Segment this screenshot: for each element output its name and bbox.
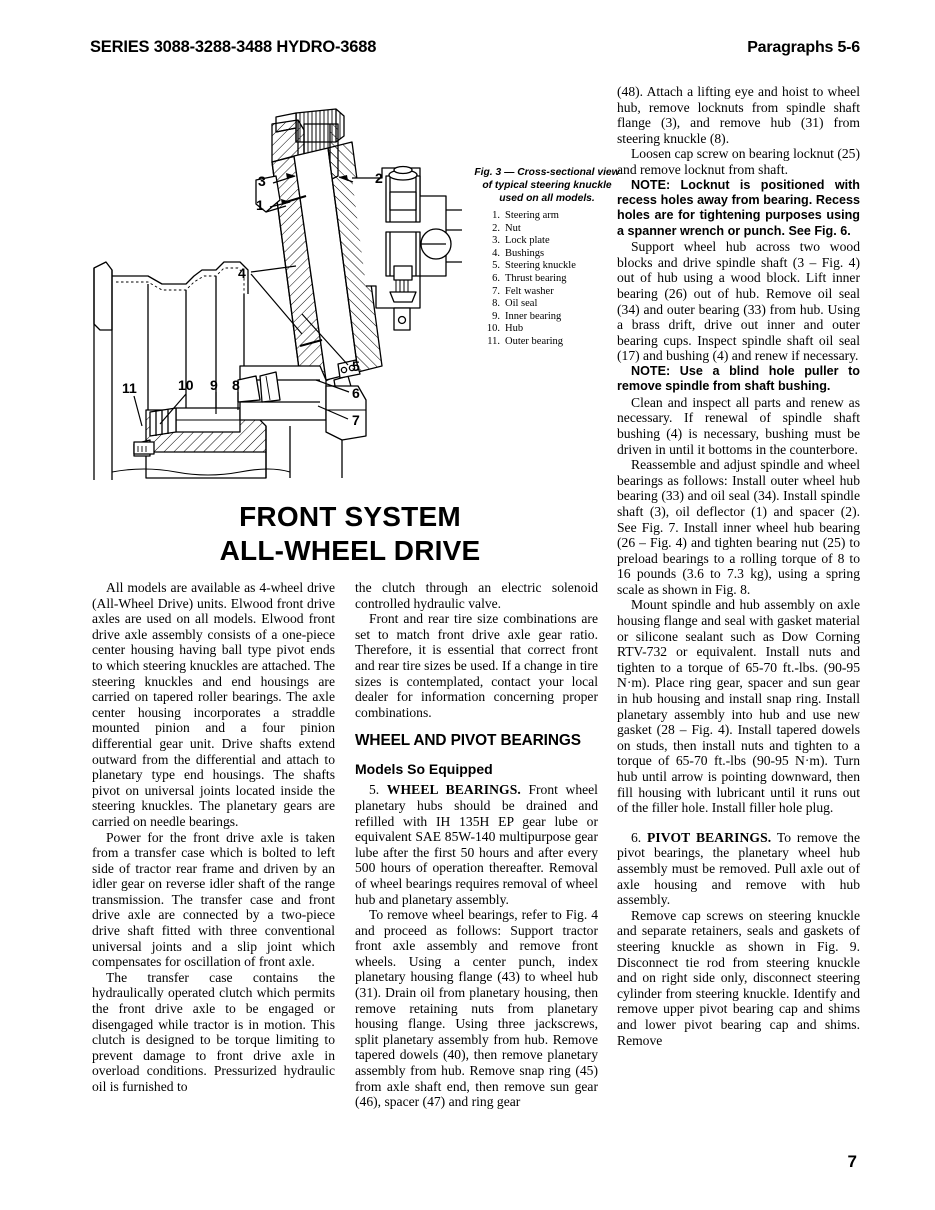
legend-item xyxy=(480,323,625,336)
legend-item xyxy=(480,248,625,261)
paragraph: Remove cap screws on steering knuckle and separate retainers, seals and gaskets of steering knuckle as shown in Fig. 9. Disconnect tie rod from steering knuckle and on right side only, disconnect steering cylinder from steering knuckle. Identify and remove upper pivot bearing cap and shims and lower pivot bearing cap and shims. Remove xyxy=(617,907,860,1048)
legend-number: 2. xyxy=(492,222,500,234)
paragraph-continued: (48). Attach a lifting eye and hoist to wheel hub, remove locknuts from spindle shaft flange (3), and remove hub (31) from steering knuckle (8). xyxy=(617,84,860,146)
running-head-paragraphs: Paragraphs 5-6 xyxy=(747,39,860,56)
running-head xyxy=(90,38,860,62)
run-in-heading: WHEEL BEARINGS. xyxy=(386,782,521,798)
running-head-series: SERIES 3088-3288-3488 HYDRO-3688 xyxy=(90,38,377,56)
legend-number: 8. xyxy=(492,298,500,310)
figure-callout-10: 10 xyxy=(178,377,194,393)
legend-number: 9. xyxy=(492,310,500,322)
text-column-right xyxy=(617,84,860,1146)
paragraph: Support wheel hub across two wood blocks and drive spindle shaft (3 – Fig. 4) out of hub using a wood block. Lift inner bearing (26) out of hub. Remove oil seal (34) and outer bearing (33) from hub. Using a brass drift, drive out inner and outer bearing cups. Inspect spindle shaft oil seal (17) and bushing (4) and renew if necessary. xyxy=(617,239,860,364)
figure-legend xyxy=(480,210,625,349)
figure-callout-8: 8 xyxy=(232,377,240,393)
paragraph: Loosen cap screw on bearing locknut (25) and remove locknut from shaft. xyxy=(617,146,860,177)
figure-callout-5: 5 xyxy=(352,358,360,374)
figure-callout-3: 3 xyxy=(258,173,266,189)
note-block: NOTE: Use a blind hole puller to remove spindle from shaft bushing. xyxy=(617,363,860,394)
paragraph: To remove wheel bearings, refer to Fig. 4 and proceed as follows: Support tractor front axle assembly and remove front wheels. Using a center punch, index planetary housing flange (43) to wheel hub (31). Drain oil from planetary housing, then remove retaining nuts from planetary housing flange. Using three jackscrews, split planetary assembly from hub. Remove tapered dowels (40), then remove planetary assembly from hub. Remove snap ring (45) from axle shaft end, then remove sun gear (46), spacer (47) and ring gear xyxy=(355,907,598,1110)
paragraph-body: Front wheel planetary hubs should be drained and refilled with IH 135H EP gear lube or equivalent SAE 85W-140 multipurpose gear lube after the first 50 hours and after every 500 hours of operation thereafter. Removal of wheel bearings requires removal of wheel hub and planetary assembly. xyxy=(355,782,598,907)
legend-number: 11. xyxy=(487,335,500,347)
legend-item xyxy=(480,298,625,311)
figure-3 xyxy=(90,80,620,480)
legend-item xyxy=(480,286,625,299)
figure-callout-2: 2 xyxy=(375,170,383,186)
numbered-paragraph-5 xyxy=(355,782,598,907)
legend-number: 1. xyxy=(492,210,500,221)
legend-item xyxy=(480,273,625,286)
legend-number: 7. xyxy=(492,285,500,297)
legend-item xyxy=(480,260,625,273)
legend-label: Nut xyxy=(505,222,521,234)
text-column-middle xyxy=(355,580,598,1146)
legend-number: 5. xyxy=(492,260,500,272)
subsection-heading: Models So Equipped xyxy=(355,761,493,778)
paragraph-body: To remove the pivot bearings, the planetary wheel hub assembly must be removed. Pull axle out of axle housing and remove with hub assembly. xyxy=(617,829,861,908)
text-column-left xyxy=(92,580,335,1146)
legend-label: Oil seal xyxy=(505,298,538,310)
figure-callout-4: 4 xyxy=(238,265,246,281)
legend-item xyxy=(480,336,625,349)
legend-number: 10. xyxy=(486,323,500,335)
legend-item xyxy=(480,311,625,324)
figure-3-illustration xyxy=(90,80,470,480)
page-title-line-2: ALL-WHEEL DRIVE xyxy=(219,535,481,566)
legend-number: 3. xyxy=(492,235,500,247)
legend-label: Hub xyxy=(505,323,524,335)
figure-callout-11: 11 xyxy=(122,380,137,396)
paragraph: Mount spindle and hub assembly on axle housing flange and seal with gasket material or silicone sealant such as Dow Corning RTV-732 or equivalent. Install nuts and tighten to a torque of 65-70 ft.-lbs. (90-95 N·m). Place ring gear, spacer and sun gear in hub housing and install snap ring. Install planetary assembly into hub and use new gasket (28 – Fig. 4). Install tapered dowels on studs, then install nuts and tighten to a torque of 65-70 ft.-lbs (90-95 N·m). Turn hub until arrow is pointing downward, then fill housing with lubricant until it runs out of the filler hole. Install filler hole plug. xyxy=(617,597,860,816)
figure-callout-6: 6 xyxy=(352,385,360,401)
figure-callout-1: 1 xyxy=(256,197,264,213)
paragraph: Front and rear tire size combinations are set to match front drive axle gear ratio. Therefore, it is essential that correct front and rear tire sizes be used. If a change in tire sizes is contemplated, contact your local dealer for information concerning proper combinations. xyxy=(355,611,598,720)
page-number: 7 xyxy=(847,1152,857,1171)
legend-label: Thrust bearing xyxy=(505,272,567,284)
numbered-paragraph-6 xyxy=(617,830,860,908)
run-in-heading: PIVOT BEARINGS. xyxy=(647,829,772,845)
paragraph: Clean and inspect all parts and renew as necessary. If renewal of spindle shaft bushing (4) is necessary, bushing must be driven in until it bottoms in the counterbore. xyxy=(617,394,860,457)
section-heading: WHEEL AND PIVOT BEARINGS xyxy=(355,732,581,750)
legend-number: 6. xyxy=(492,272,500,284)
legend-item xyxy=(480,210,625,223)
paragraph-continued: the clutch through an electric solenoid controlled hydraulic valve. xyxy=(355,580,598,611)
legend-label: Lock plate xyxy=(505,235,550,247)
legend-label: Steering knuckle xyxy=(505,260,576,272)
paragraph: Reassemble and adjust spindle and wheel bearings as follows: Install outer wheel hub bearing (33) and oil seal (34). Install spindle shaft (3), oil deflector (1) and spacer (2). See Fig. 7. Install inner wheel hub bearing (26 – Fig. 4) and tighten bearing nut (25) to preload bearings to a rolling torque of 8 to 16 pounds (3.6 to 7.3 kg), using a spring scale as shown in Fig. 8. xyxy=(617,457,860,597)
paragraph: All models are available as 4-wheel drive (All-Wheel Drive) units. Elwood front drive axles are used on all models. Elwood front drive axle assembly consists of a one-piece center housing having ball type pivot ends to which steering knuckles are attached. The steering knuckles and end housings are carried on tapered roller bearings. The axle center housing incorporates a straddle mounted pinion and a four pinion differential gear unit. Drive shafts extend outward from the differential and attach to planetary type end housings. The shafts pivot on universal joints located inside the steering knuckles. The planetary gears are carried on needle bearings. xyxy=(92,580,335,829)
note-block: NOTE: Locknut is positioned with recess holes away from bearing. Recess holes are for tightening purposes using a spanner wrench or punch. See Fig. 6. xyxy=(617,177,860,238)
paragraph-number: 5. xyxy=(369,782,380,798)
figure-callout-7: 7 xyxy=(352,412,360,428)
figure-callout-9: 9 xyxy=(210,377,218,393)
paragraph-number: 6. xyxy=(631,829,642,845)
paragraph: The transfer case contains the hydraulically operated clutch which permits the front drive axle to be engaged or disengaged while tractor is in motion. This clutch is designed to be torque limiting to prevent damage to front drive axle in overload conditions. Pressurized hydraulic oil is furnished to xyxy=(92,969,335,1094)
legend-item xyxy=(480,223,625,236)
legend-label: Bushings xyxy=(505,247,545,259)
legend-number: 4. xyxy=(492,247,500,259)
figure-caption: Fig. 3 — Cross-sectional view of typical steering knuckle used on all models. xyxy=(474,167,620,205)
legend-label: Outer bearing xyxy=(505,335,564,347)
legend-label: Inner bearing xyxy=(505,310,562,322)
legend-item xyxy=(480,235,625,248)
legend-label: Steering arm xyxy=(505,210,559,221)
paragraph: Power for the front drive axle is taken from a transfer case which is bolted to left side of tractor rear frame and driven by an idler gear on reverse idler shaft of the range transmission. The transfer case and front drive axle are connected by a two-piece drive shaft fitted with three conventional universal joints and a slip joint which compensates for oscillation of front axle. xyxy=(92,829,335,970)
page-title xyxy=(90,500,610,568)
legend-label: Felt washer xyxy=(505,285,554,297)
page-title-line-1: FRONT SYSTEM xyxy=(239,501,461,532)
